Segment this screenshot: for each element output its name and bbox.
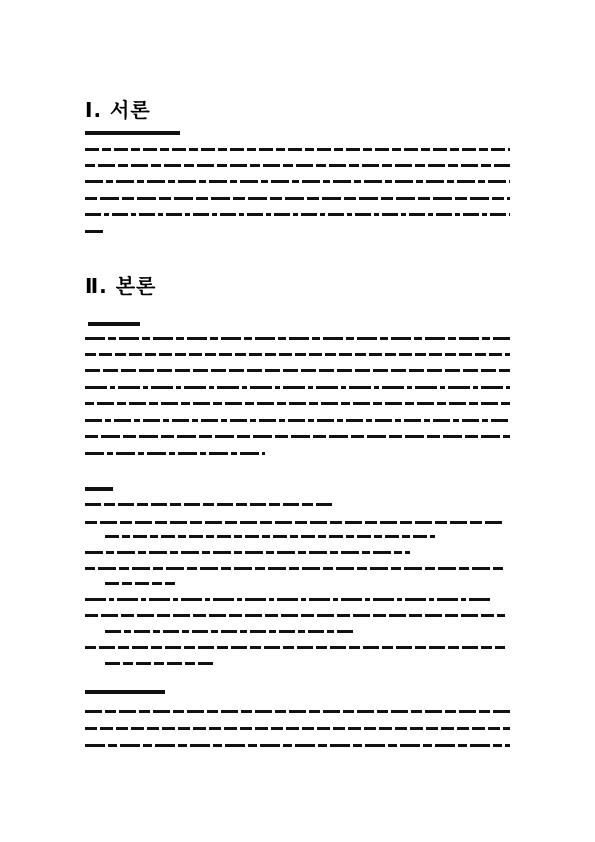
list-item bbox=[85, 598, 490, 601]
body-subheading-3 bbox=[85, 690, 165, 694]
text-line bbox=[85, 369, 510, 372]
list-item bbox=[85, 521, 505, 524]
text-line bbox=[85, 435, 510, 438]
text-line bbox=[85, 230, 103, 233]
list-item bbox=[85, 567, 505, 570]
text-line bbox=[85, 213, 510, 216]
text-line bbox=[85, 337, 510, 340]
text-line bbox=[85, 727, 510, 730]
list-item bbox=[85, 646, 505, 649]
text-line bbox=[85, 197, 510, 200]
text-line bbox=[85, 419, 510, 422]
text-line bbox=[85, 180, 510, 183]
body-subheading-2 bbox=[85, 487, 113, 491]
list-item bbox=[85, 614, 505, 617]
list-item-continuation bbox=[105, 582, 175, 585]
text-line bbox=[85, 452, 265, 455]
text-line bbox=[85, 148, 510, 151]
text-line bbox=[85, 386, 510, 389]
text-line bbox=[85, 710, 510, 713]
section-heading-intro: Ⅰ. 서론 bbox=[85, 98, 151, 122]
list-item-continuation bbox=[105, 535, 435, 538]
list-item bbox=[85, 551, 410, 554]
list-item-continuation bbox=[105, 662, 215, 665]
text-line bbox=[85, 402, 510, 405]
list-item-continuation bbox=[105, 630, 355, 633]
text-line bbox=[85, 353, 510, 356]
body-subheading-1 bbox=[88, 322, 140, 326]
text-line bbox=[85, 164, 510, 167]
text-line bbox=[85, 744, 510, 747]
list-item bbox=[85, 503, 335, 506]
section-heading-body: Ⅱ. 본론 bbox=[85, 274, 157, 298]
intro-subheading bbox=[85, 131, 180, 135]
